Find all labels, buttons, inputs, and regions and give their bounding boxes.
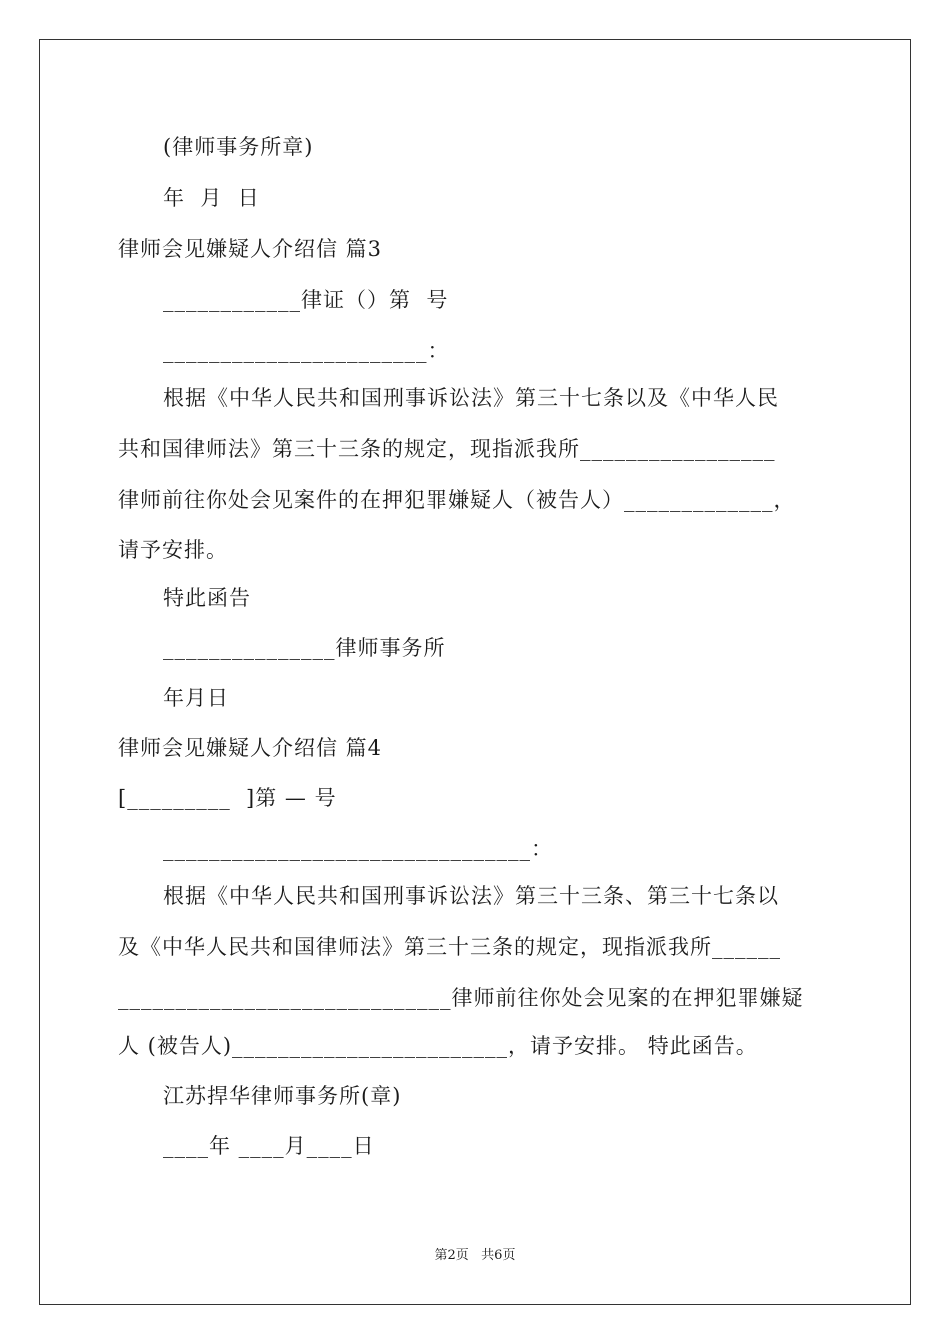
page-border [39, 39, 911, 1305]
date-line: ____年 ____月____日 [163, 1134, 375, 1158]
law-firm-seal-line: 江苏捍华律师事务所(章) [163, 1084, 402, 1108]
body-paragraph-line: 人 (被告人)________________________，请予安排。 特此函告。 [118, 1034, 758, 1058]
addressee-line: _______________________： [163, 339, 450, 363]
law-firm-line: _______________律师事务所 [163, 636, 446, 660]
body-paragraph-line: 根据《中华人民共和国刑事诉讼法》第三十三条、第三十七条以 [163, 884, 779, 908]
body-paragraph-line: 根据《中华人民共和国刑事诉讼法》第三十七条以及《中华人民 [163, 386, 779, 410]
date-line: 年 月 日 [163, 186, 260, 210]
section-title-3: 律师会见嫌疑人介绍信 篇3 [118, 237, 383, 261]
document-number-line: [_________ ]第 — 号 [118, 786, 337, 810]
body-paragraph-line: 共和国律师法》第三十三条的规定，现指派我所_________________ [118, 437, 776, 461]
body-paragraph-line: 律师前往你处会见案件的在押犯罪嫌疑人（被告人）_____________， [118, 488, 796, 512]
closing-remark: 特此函告 [163, 586, 251, 610]
seal-placeholder: (律师事务所章) [163, 135, 314, 159]
date-line: 年月日 [163, 686, 229, 710]
section-title-4: 律师会见嫌疑人介绍信 篇4 [118, 736, 383, 760]
certificate-number-line: ____________律证（）第 号 [163, 288, 449, 312]
page-footer: 第2页 共6页 [434, 1248, 516, 1263]
addressee-line: ________________________________： [163, 837, 553, 861]
body-paragraph-line: 请予安排。 [118, 538, 228, 562]
body-paragraph-line: 及《中华人民共和国律师法》第三十三条的规定，现指派我所______ [118, 935, 781, 959]
body-paragraph-line: _____________________________律师前往你处会见案的在押犯罪嫌疑 [118, 986, 804, 1010]
